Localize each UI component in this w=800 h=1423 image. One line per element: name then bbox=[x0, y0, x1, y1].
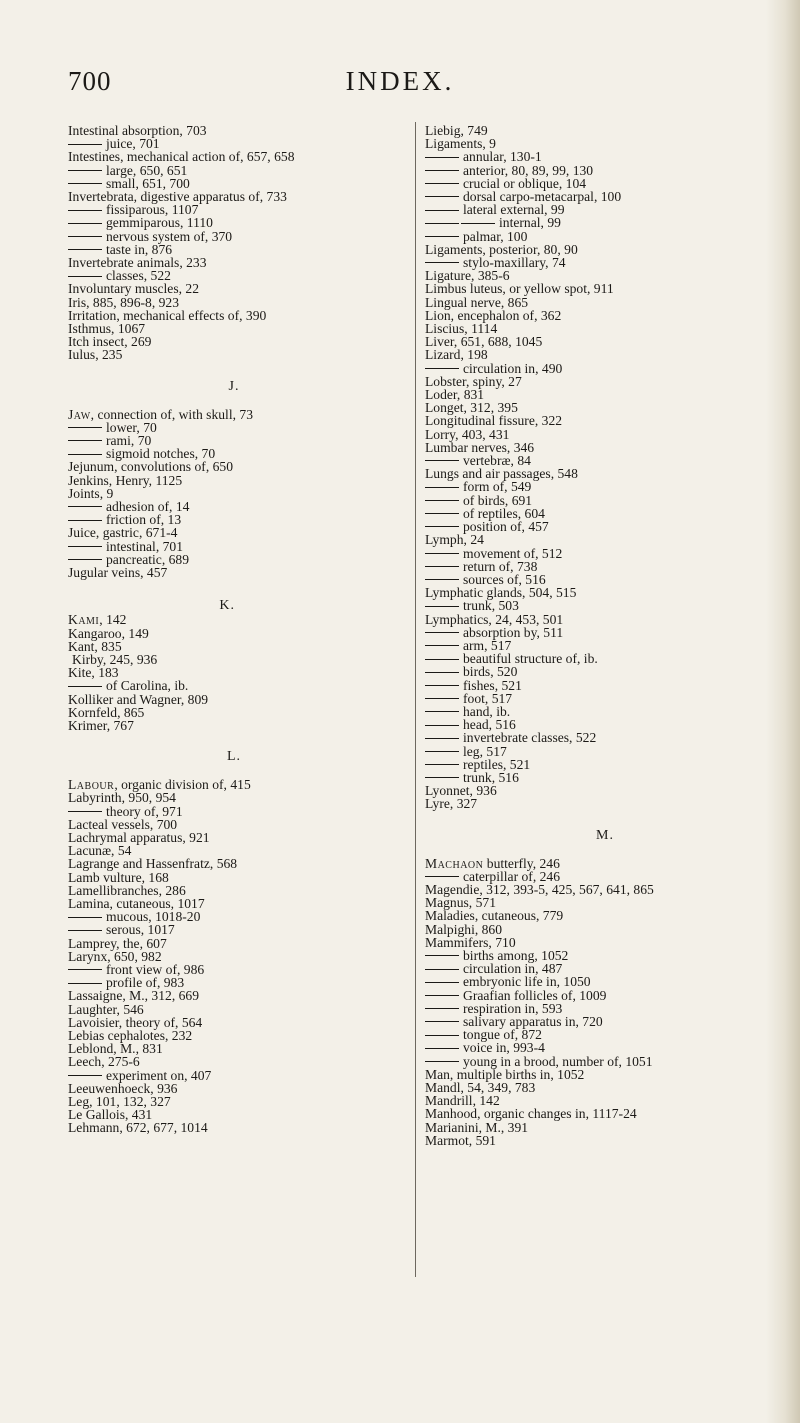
entry-text: Lorry, 403, 431 bbox=[425, 426, 510, 442]
entry-text: embryonic life in, 1050 bbox=[463, 974, 591, 990]
ditto-dash bbox=[425, 764, 459, 765]
entry-text: rami, 70 bbox=[106, 433, 152, 449]
entry-text: Labyrinth, 950, 954 bbox=[68, 790, 176, 806]
entry-text: Leech, 275-6 bbox=[68, 1054, 140, 1070]
section-letter: M. bbox=[596, 827, 614, 843]
ditto-dash bbox=[425, 685, 459, 686]
index-entry bbox=[425, 1134, 785, 1147]
entry-text: Jenkins, Henry, 1125 bbox=[68, 472, 183, 488]
index-column-right bbox=[425, 124, 785, 1147]
entry-text: salivary apparatus in, 720 bbox=[463, 1014, 603, 1029]
entry-text: front view of, 986 bbox=[106, 961, 205, 977]
ditto-dash bbox=[68, 223, 102, 224]
ditto-dash bbox=[68, 686, 102, 687]
entry-text: classes, 522 bbox=[106, 268, 171, 284]
ditto-dash bbox=[425, 210, 459, 211]
entry-text: Lingual nerve, 865 bbox=[425, 294, 529, 310]
entry-text: Leeuwenhoeck, 936 bbox=[68, 1080, 178, 1096]
entry-text: Labour, organic division of, 415 bbox=[68, 777, 251, 793]
ditto-dash bbox=[68, 236, 102, 237]
entry-text: Manhood, organic changes in, 1117-24 bbox=[425, 1106, 637, 1122]
entry-text: Laughter, 546 bbox=[68, 1001, 144, 1017]
ditto-dash bbox=[425, 606, 459, 607]
entry-text: caterpillar of, 246 bbox=[463, 868, 561, 884]
ditto-dash bbox=[425, 183, 459, 184]
entry-text: Lavoisier, theory of, 564 bbox=[68, 1014, 203, 1030]
index-entry bbox=[68, 348, 400, 361]
entry-text: Lehmann, 672, 677, 1014 bbox=[68, 1120, 208, 1136]
entry-text: Lyre, 327 bbox=[425, 796, 478, 812]
entry-text: leg, 517 bbox=[463, 743, 507, 759]
entry-text: Liebig, 749 bbox=[425, 123, 488, 138]
entry-text: Lungs and air passages, 548 bbox=[425, 466, 578, 482]
entry-text: Maladies, cutaneous, 779 bbox=[425, 908, 564, 924]
column-divider bbox=[415, 122, 416, 1277]
entry-text: sigmoid notches, 70 bbox=[106, 446, 216, 462]
ditto-dash bbox=[425, 738, 459, 739]
entry-text: Iris, 885, 896-8, 923 bbox=[68, 294, 180, 310]
entry-text: Lagrange and Hassenfratz, 568 bbox=[68, 856, 238, 872]
ditto-dash bbox=[68, 930, 102, 931]
index-entry bbox=[68, 566, 400, 579]
entry-text: internal, 99 bbox=[499, 215, 561, 231]
entry-text: head, 516 bbox=[463, 717, 516, 733]
entry-text: circulation in, 490 bbox=[463, 360, 563, 376]
entry-text: Magnus, 571 bbox=[425, 895, 496, 911]
entry-text: Ligaments, 9 bbox=[425, 136, 496, 152]
entry-text: Lymphatic glands, 504, 515 bbox=[425, 585, 577, 601]
ditto-dash bbox=[425, 223, 459, 224]
entry-text: Jugular veins, 457 bbox=[68, 565, 168, 581]
entry-text: Kangaroo, 149 bbox=[68, 625, 149, 641]
ditto-dash bbox=[68, 917, 102, 918]
ditto-dash bbox=[425, 969, 459, 970]
entry-text: Lebias cephalotes, 232 bbox=[68, 1027, 193, 1043]
entry-text: Malpighi, 860 bbox=[425, 921, 503, 937]
entry-text: movement of, 512 bbox=[463, 545, 563, 561]
entry-text: Lamprey, the, 607 bbox=[68, 935, 167, 951]
ditto-dash bbox=[68, 454, 102, 455]
entry-text: Leg, 101, 132, 327 bbox=[68, 1094, 171, 1109]
running-head: INDEX. bbox=[345, 66, 455, 96]
page-number: 700 bbox=[68, 66, 112, 96]
ditto-dash bbox=[425, 157, 459, 158]
ditto-dash bbox=[425, 526, 459, 527]
entry-text: Liscius, 1114 bbox=[425, 321, 498, 337]
entry-text: nervous system of, 370 bbox=[106, 228, 233, 244]
entry-text: Kite, 183 bbox=[68, 665, 119, 681]
entry-text: fishes, 521 bbox=[463, 677, 522, 693]
entry-text: young in a brood, number of, 1051 bbox=[463, 1053, 653, 1069]
ditto-dash bbox=[425, 500, 459, 501]
entry-text: lower, 70 bbox=[106, 419, 157, 435]
ditto-dash bbox=[68, 210, 102, 211]
ditto-dash bbox=[425, 725, 459, 726]
entry-text: Intestinal absorption, 703 bbox=[68, 123, 207, 138]
entry-text: profile of, 983 bbox=[106, 975, 185, 991]
ditto-dash bbox=[425, 632, 459, 633]
entry-text: Lizard, 198 bbox=[425, 347, 488, 363]
entry-text: Lamellibranches, 286 bbox=[68, 882, 186, 898]
entry-text: Irritation, mechanical effects of, 390 bbox=[68, 307, 267, 323]
ditto-dash bbox=[425, 513, 459, 514]
entry-text: serous, 1017 bbox=[106, 922, 175, 938]
entry-text: form of, 549 bbox=[463, 479, 532, 495]
index-entry bbox=[68, 1121, 400, 1134]
ditto-dash bbox=[68, 170, 102, 171]
ditto-dash bbox=[68, 546, 102, 547]
index-entry bbox=[425, 784, 785, 797]
ditto-dash bbox=[425, 262, 459, 263]
entry-text: Magendie, 312, 393-5, 425, 567, 641, 865 bbox=[425, 881, 654, 897]
ditto-dash bbox=[461, 223, 495, 224]
entry-text: Limbus luteus, or yellow spot, 911 bbox=[425, 281, 614, 297]
entry-text: dorsal carpo-metacarpal, 100 bbox=[463, 189, 622, 205]
entry-text: Marianini, M., 391 bbox=[425, 1119, 529, 1135]
ditto-dash bbox=[425, 995, 459, 996]
entry-text: Mandrill, 142 bbox=[425, 1093, 500, 1109]
entry-text: pancreatic, 689 bbox=[106, 551, 190, 567]
index-column-left bbox=[68, 124, 400, 1135]
entry-text: fissiparous, 1107 bbox=[106, 202, 199, 218]
entry-text: absorption by, 511 bbox=[463, 624, 564, 640]
entry-text: Lamb vulture, 168 bbox=[68, 869, 169, 885]
entry-text: foot, 517 bbox=[463, 690, 513, 706]
entry-text: gemmiparous, 1110 bbox=[106, 215, 213, 231]
ditto-dash bbox=[68, 969, 102, 970]
ditto-dash bbox=[425, 1035, 459, 1036]
ditto-dash bbox=[68, 183, 102, 184]
entry-text: Lymphatics, 24, 453, 501 bbox=[425, 611, 564, 627]
entry-text: Invertebrate animals, 233 bbox=[68, 255, 207, 271]
ditto-dash bbox=[425, 1061, 459, 1062]
entry-text: Man, multiple births in, 1052 bbox=[425, 1066, 585, 1082]
entry-text: lateral external, 99 bbox=[463, 202, 565, 218]
section-letter: K. bbox=[219, 598, 235, 614]
entry-text: large, 650, 651 bbox=[106, 162, 188, 178]
entry-text: Kolliker and Wagner, 809 bbox=[68, 691, 209, 707]
entry-text: Intestines, mechanical action of, 657, 658 bbox=[68, 149, 295, 165]
entry-text: Longitudinal fissure, 322 bbox=[425, 413, 563, 429]
entry-text: Lymph, 24 bbox=[425, 532, 484, 548]
page-header bbox=[0, 66, 800, 106]
entry-text: Itch insect, 269 bbox=[68, 334, 152, 350]
entry-text: hand, ib. bbox=[463, 703, 511, 719]
entry-text: respiration in, 593 bbox=[463, 1000, 563, 1016]
entry-text: experiment on, 407 bbox=[106, 1067, 212, 1083]
entry-text: Iulus, 235 bbox=[68, 347, 123, 363]
entry-text: Juice, gastric, 671-4 bbox=[68, 525, 178, 541]
entry-text: birds, 520 bbox=[463, 664, 518, 680]
entry-text: births among, 1052 bbox=[463, 947, 569, 963]
entry-text: Isthmus, 1067 bbox=[68, 321, 146, 337]
ditto-dash bbox=[425, 236, 459, 237]
entry-text: sources of, 516 bbox=[463, 571, 546, 587]
entry-text: voice in, 993-4 bbox=[463, 1040, 545, 1056]
ditto-dash bbox=[68, 983, 102, 984]
ditto-dash bbox=[425, 460, 459, 461]
entry-text: position of, 457 bbox=[463, 519, 549, 535]
entry-text: of birds, 691 bbox=[463, 492, 533, 508]
ditto-dash bbox=[425, 698, 459, 699]
entry-text: trunk, 516 bbox=[463, 769, 519, 785]
entry-text: Mammifers, 710 bbox=[425, 934, 516, 950]
entry-text: Marmot, 591 bbox=[425, 1132, 496, 1148]
entry-text: arm, 517 bbox=[463, 637, 512, 653]
section-letter: J. bbox=[228, 378, 240, 394]
ditto-dash bbox=[425, 659, 459, 660]
ditto-dash bbox=[425, 1021, 459, 1022]
entry-text: Lachrymal apparatus, 921 bbox=[68, 829, 210, 845]
entry-text: theory of, 971 bbox=[106, 803, 183, 819]
ditto-dash bbox=[425, 1048, 459, 1049]
entry-text: Lobster, spiny, 27 bbox=[425, 373, 522, 389]
entry-text: Larynx, 650, 982 bbox=[68, 948, 162, 964]
entry-text: trunk, 503 bbox=[463, 598, 519, 614]
ditto-dash bbox=[68, 811, 102, 812]
ditto-dash bbox=[68, 427, 102, 428]
entry-text: vertebræ, 84 bbox=[463, 453, 531, 469]
entry-text: Graafian follicles of, 1009 bbox=[463, 987, 607, 1003]
entry-text: Ligaments, posterior, 80, 90 bbox=[425, 241, 578, 257]
entry-text: juice, 701 bbox=[106, 136, 160, 152]
entry-text: of Carolina, ib. bbox=[106, 678, 189, 694]
index-entry bbox=[425, 797, 785, 810]
entry-text: Lion, encephalon of, 362 bbox=[425, 307, 562, 323]
ditto-dash bbox=[425, 170, 459, 171]
entry-text: Involuntary muscles, 22 bbox=[68, 281, 200, 297]
ditto-dash bbox=[425, 566, 459, 567]
entry-text: Ligature, 385-6 bbox=[425, 268, 510, 284]
entry-text: Mandl, 54, 349, 783 bbox=[425, 1080, 536, 1096]
ditto-dash bbox=[425, 196, 459, 197]
ditto-dash bbox=[425, 1008, 459, 1009]
entry-text: Kornfeld, 865 bbox=[68, 704, 145, 720]
ditto-dash bbox=[68, 276, 102, 277]
index-entry bbox=[68, 474, 400, 487]
entry-text: stylo-maxillary, 74 bbox=[463, 255, 566, 271]
ditto-dash bbox=[68, 559, 102, 560]
index-subentry bbox=[425, 203, 785, 216]
ditto-dash bbox=[425, 982, 459, 983]
entry-text: tongue of, 872 bbox=[463, 1027, 542, 1043]
ditto-dash bbox=[68, 249, 102, 250]
entry-text: Lassaigne, M., 312, 669 bbox=[68, 988, 200, 1004]
entry-text: adhesion of, 14 bbox=[106, 499, 190, 515]
ditto-dash bbox=[425, 368, 459, 369]
entry-text: crucial or oblique, 104 bbox=[463, 175, 587, 191]
ditto-dash bbox=[425, 876, 459, 877]
entry-text: Lamina, cutaneous, 1017 bbox=[68, 895, 205, 911]
entry-text: Krimer, 767 bbox=[68, 717, 134, 733]
ditto-dash bbox=[68, 520, 102, 521]
entry-text: Loder, 831 bbox=[425, 387, 485, 403]
ditto-dash bbox=[425, 672, 459, 673]
entry-text: return of, 738 bbox=[463, 558, 538, 574]
entry-text: palmar, 100 bbox=[463, 228, 528, 244]
entry-text: annular, 130-1 bbox=[463, 149, 542, 165]
entry-text: invertebrate classes, 522 bbox=[463, 730, 597, 746]
entry-text: Lacunæ, 54 bbox=[68, 843, 132, 859]
index-entry bbox=[68, 719, 400, 732]
entry-text: Lumbar nerves, 346 bbox=[425, 439, 535, 455]
entry-text: intestinal, 701 bbox=[106, 538, 184, 554]
entry-text: anterior, 80, 89, 99, 130 bbox=[463, 162, 594, 178]
entry-text: Joints, 9 bbox=[68, 485, 114, 501]
entry-text: Machaon butterfly, 246 bbox=[425, 855, 560, 871]
ditto-dash bbox=[425, 955, 459, 956]
entry-text: taste in, 876 bbox=[106, 241, 173, 257]
ditto-dash bbox=[425, 645, 459, 646]
entry-text: Kant, 835 bbox=[68, 638, 122, 654]
ditto-dash bbox=[425, 711, 459, 712]
section-letter: L. bbox=[226, 749, 242, 765]
entry-text: Lyonnet, 936 bbox=[425, 783, 497, 799]
entry-text: Liver, 651, 688, 1045 bbox=[425, 334, 543, 350]
entry-text: Le Gallois, 431 bbox=[68, 1107, 153, 1123]
ditto-dash bbox=[68, 506, 102, 507]
entry-text: mucous, 1018-20 bbox=[106, 909, 201, 925]
entry-text: Lacteal vessels, 700 bbox=[68, 816, 178, 832]
entry-text: Jejunum, convolutions of, 650 bbox=[68, 459, 234, 475]
ditto-dash bbox=[425, 579, 459, 580]
ditto-dash bbox=[425, 751, 459, 752]
entry-text: of reptiles, 604 bbox=[463, 505, 545, 521]
ditto-dash bbox=[425, 487, 459, 488]
entry-text: circulation in, 487 bbox=[463, 961, 563, 977]
entry-text: Jaw, connection of, with skull, 73 bbox=[68, 406, 254, 422]
entry-text: beautiful structure of, ib. bbox=[463, 651, 598, 667]
entry-text: Longet, 312, 395 bbox=[425, 400, 518, 416]
ditto-dash bbox=[68, 144, 102, 145]
entry-text: Invertebrata, digestive apparatus of, 733 bbox=[68, 189, 287, 205]
entry-text: Kirby, 245, 936 bbox=[72, 651, 158, 667]
ditto-dash bbox=[425, 777, 459, 778]
entry-text: Kami, 142 bbox=[68, 612, 127, 628]
entry-text: small, 651, 700 bbox=[106, 175, 190, 191]
ditto-dash bbox=[68, 1075, 102, 1076]
entry-text: Leblond, M., 831 bbox=[68, 1041, 163, 1057]
ditto-dash bbox=[425, 553, 459, 554]
entry-text: reptiles, 521 bbox=[463, 756, 531, 772]
entry-text: friction of, 13 bbox=[106, 512, 182, 528]
ditto-dash bbox=[68, 440, 102, 441]
